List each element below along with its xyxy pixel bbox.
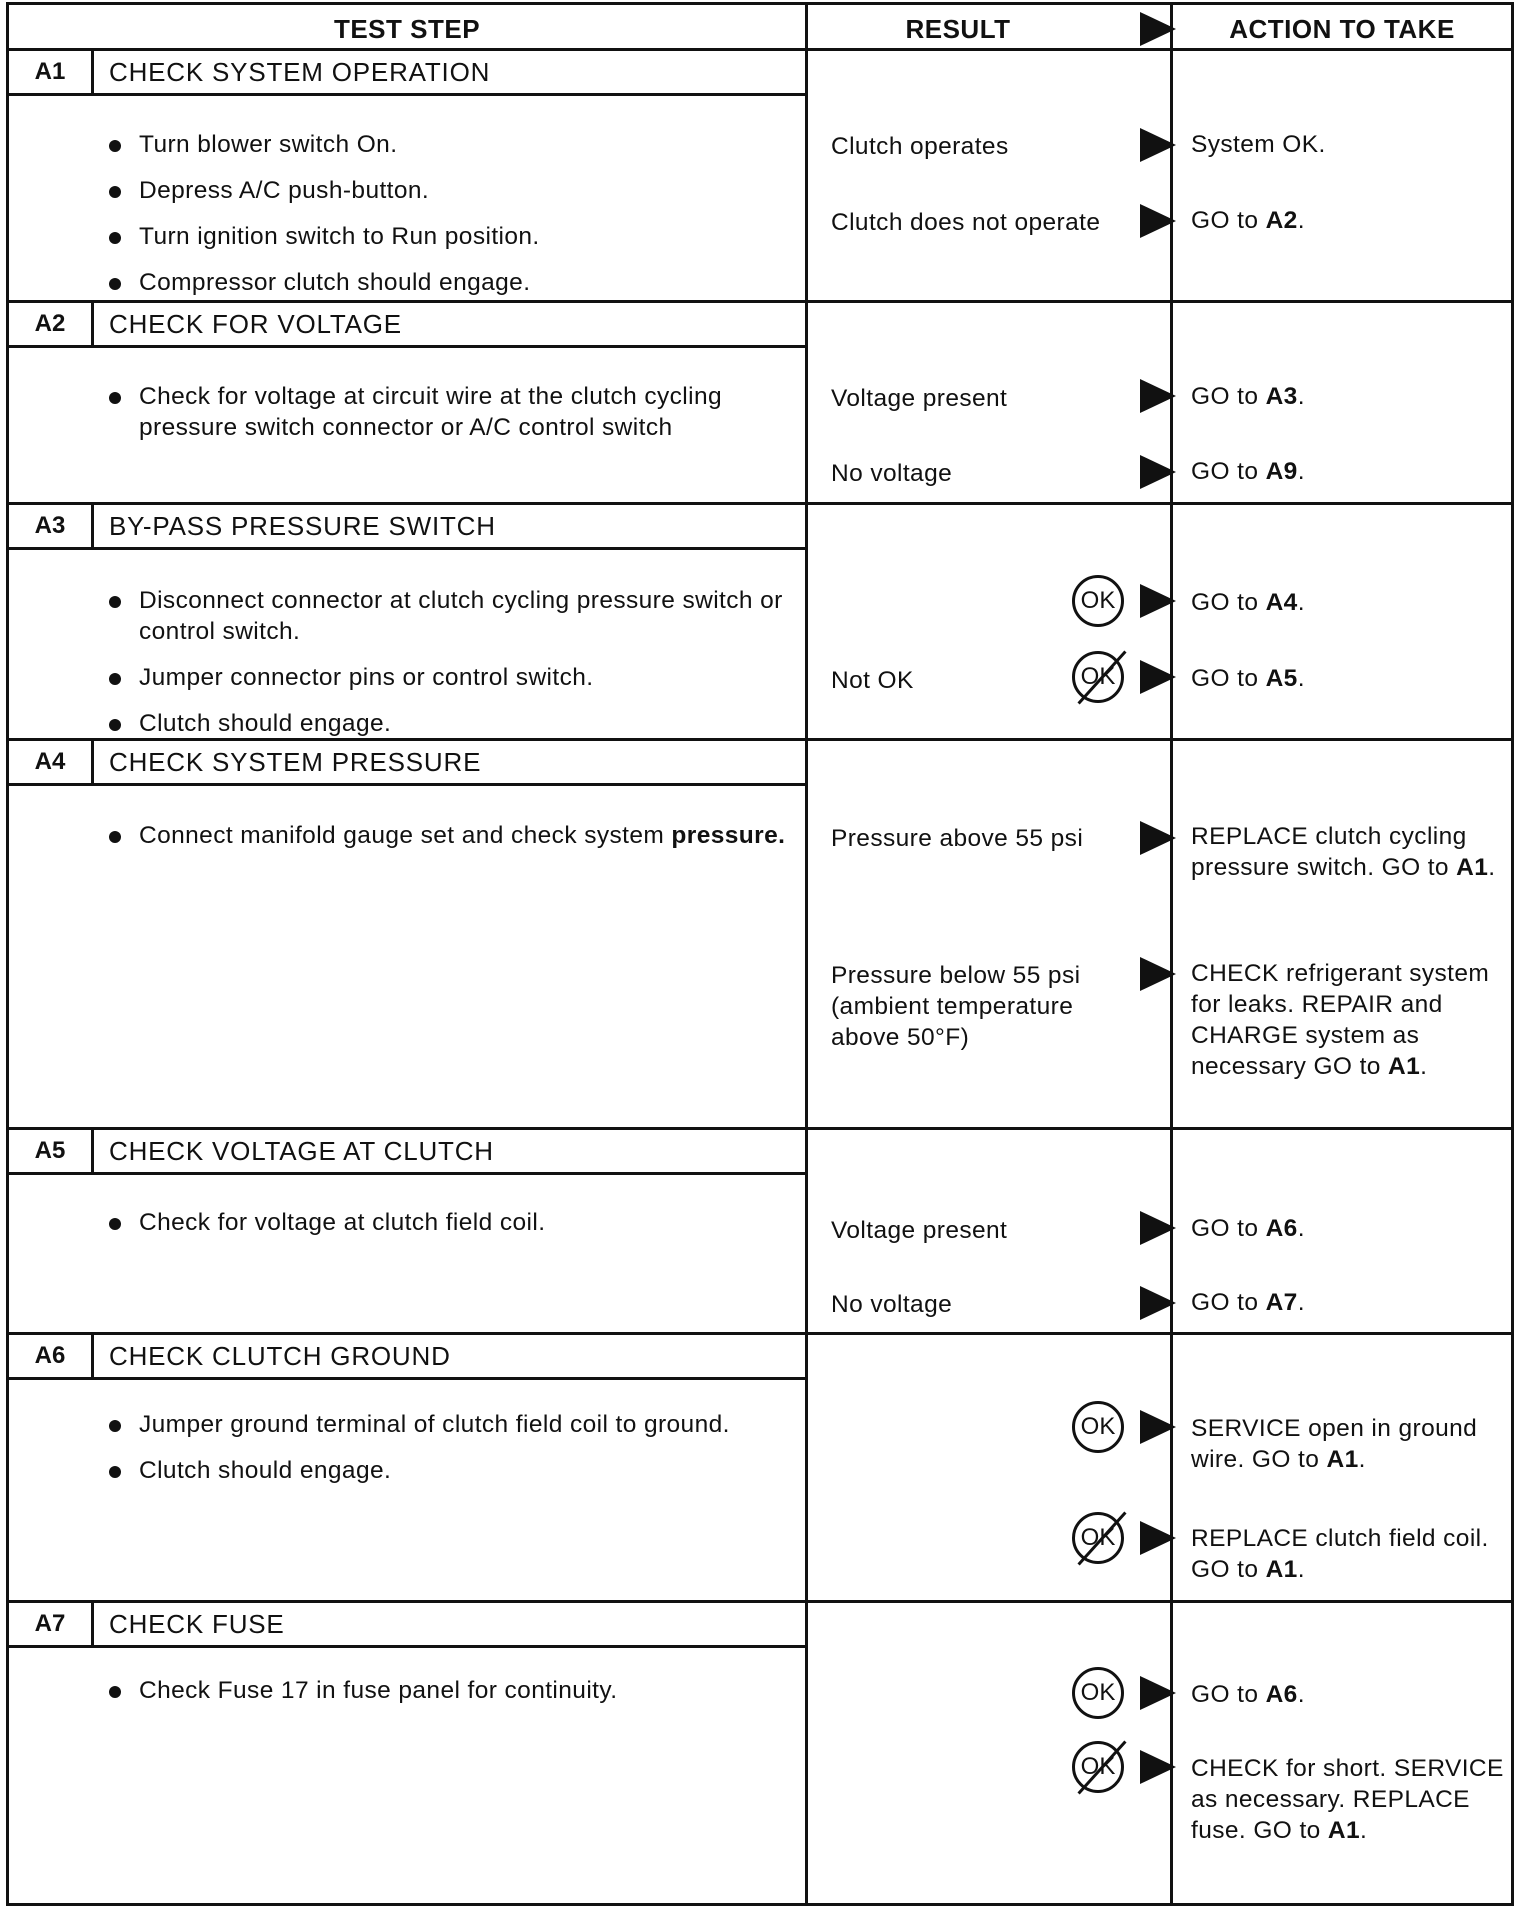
step-title-divider [9,547,805,550]
action-text: GO to A3. [1191,383,1305,410]
instruction-item: Turn ignition switch to Run position. [109,221,799,252]
result-text: Pressure below 55 psi (ambient temperature above 50°F) [831,962,1081,1051]
step-instructions [109,381,799,458]
ok-circle-icon [1072,1401,1124,1453]
goto-step-ref: A5 [1265,665,1298,692]
step-id: A4 [34,748,66,775]
result-text: Not OK [831,667,914,694]
result-arrow-icon [1140,584,1176,618]
step-title: CHECK VOLTAGE AT CLUTCH [109,1135,494,1166]
instruction-item: Check for voltage at clutch field coil. [109,1207,799,1238]
ok-label: OK [1080,1679,1116,1706]
goto-step-ref: A1 [1456,854,1489,881]
instruction-item: Turn blower switch On. [109,129,799,160]
ok-circle-icon [1072,575,1124,627]
goto-step-ref: A1 [1327,1817,1361,1844]
result-arrow-icon [1140,1750,1176,1784]
action-text: GO to A4. [1191,589,1305,616]
action-text: CHECK for short. SERVICE as necessary. REPLACE fuse. GO to A1. [1191,1755,1504,1844]
result-text: Clutch operates [831,133,1009,160]
result-text: Pressure above 55 psi [831,825,1084,852]
step-instructions [109,585,799,754]
action-text: CHECK refrigerant system for leaks. REPAIR and CHARGE system as necessary GO to A1. [1191,960,1490,1080]
step-title-divider [9,1377,805,1380]
action-text: GO to A9. [1191,458,1305,485]
step-id-divider [91,51,94,93]
step-id-divider [91,1130,94,1172]
goto-step-ref: A3 [1265,383,1298,410]
emphasis-text: pressure. [671,822,786,849]
action-text: GO to A6. [1191,1681,1305,1708]
goto-step-ref: A7 [1265,1289,1298,1316]
step-title: CHECK FUSE [109,1608,285,1639]
not-ok-circle-icon [1072,1512,1124,1564]
action-text: GO to A7. [1191,1289,1305,1316]
step-id-divider [91,1335,94,1377]
step-instructions [109,1675,799,1721]
step-id-divider [91,303,94,345]
step-instructions [109,820,799,866]
result-arrow-icon [1140,821,1176,855]
step-id-divider [91,741,94,783]
result-arrow-icon [1140,128,1176,162]
not-ok-circle-icon [1072,651,1124,703]
step-id: A3 [34,512,66,539]
instruction-item: Check for voltage at circuit wire at the clutch cycling pressure switch connector or A/C control switch [109,381,799,443]
step-title: CHECK FOR VOLTAGE [109,308,402,339]
ok-circle-icon [1072,1667,1124,1719]
action-text: REPLACE clutch cycling pressure switch. GO to A1. [1191,823,1496,881]
column-divider [805,5,808,1903]
step-title-divider [9,93,805,96]
result-text: Voltage present [831,385,1008,412]
result-arrow-icon [1140,1676,1176,1710]
result-arrow-icon [1140,204,1176,238]
column-divider [1170,5,1173,1903]
instruction-item: Clutch should engage. [109,708,799,739]
step-id-divider [91,1603,94,1645]
goto-step-ref: A4 [1265,589,1298,616]
step-id: A7 [34,1610,66,1637]
result-text: No voltage [831,460,953,487]
ok-label: OK [1080,663,1116,690]
goto-step-ref: A1 [1388,1053,1421,1080]
step-id: A5 [34,1137,66,1164]
diagnostic-table [6,2,1514,1906]
step-title-divider [9,345,805,348]
result-arrow-icon [1140,660,1176,694]
step-id-divider [91,505,94,547]
step-title: CHECK SYSTEM OPERATION [109,56,491,87]
step-id: A6 [34,1342,66,1369]
action-text: GO to A2. [1191,207,1305,234]
ok-label: OK [1080,1524,1116,1551]
action-header: ACTION TO TAKE [1229,13,1455,44]
instruction-item: Check Fuse 17 in fuse panel for continuity. [109,1675,799,1706]
step-title: CHECK SYSTEM PRESSURE [109,746,482,777]
instruction-item: Jumper connector pins or control switch. [109,662,799,693]
goto-step-ref: A1 [1265,1556,1298,1583]
step-title-divider [9,1645,805,1648]
action-text: GO to A6. [1191,1215,1305,1242]
result-arrow-icon [1140,1211,1176,1245]
test-step-header: TEST STEP [333,13,481,44]
instruction-item: Depress A/C push-button. [109,175,799,206]
result-header: RESULT [905,13,1011,44]
step-title: CHECK CLUTCH GROUND [109,1340,451,1371]
goto-step-ref: A1 [1326,1446,1359,1473]
result-arrow-icon [1140,957,1176,991]
result-text: Clutch does not operate [831,209,1101,236]
result-text: Voltage present [831,1217,1008,1244]
instruction-item: Clutch should engage. [109,1455,799,1486]
instruction-item: Connect manifold gauge set and check system pressure. [109,820,799,851]
step-id: A2 [34,310,66,337]
goto-step-ref: A6 [1265,1215,1298,1242]
instruction-item: Jumper ground terminal of clutch field coil to ground. [109,1409,799,1440]
step-instructions [109,129,799,313]
goto-step-ref: A6 [1265,1681,1298,1708]
goto-step-ref: A9 [1265,458,1298,485]
action-text: SERVICE open in ground wire. GO to A1. [1191,1415,1478,1473]
step-title-divider [9,1172,805,1175]
step-title-divider [9,783,805,786]
action-text: REPLACE clutch field coil. GO to A1. [1191,1525,1489,1583]
ok-label: OK [1080,1753,1116,1780]
step-instructions [109,1409,799,1501]
result-arrow-icon [1140,1521,1176,1555]
step-instructions [109,1207,799,1253]
instruction-item: Compressor clutch should engage. [109,267,799,298]
result-arrow-icon [1140,379,1176,413]
step-id: A1 [34,58,66,85]
instruction-item: Disconnect connector at clutch cycling pressure switch or control switch. [109,585,799,647]
ok-label: OK [1080,587,1116,614]
result-text: No voltage [831,1291,953,1318]
result-arrow-icon [1140,1410,1176,1444]
goto-step-ref: A2 [1265,207,1298,234]
result-arrow-icon [1140,455,1176,489]
action-text: System OK. [1191,131,1326,158]
ok-label: OK [1080,1413,1116,1440]
result-arrow-icon [1140,1286,1176,1320]
action-text: GO to A5. [1191,665,1305,692]
not-ok-circle-icon [1072,1741,1124,1793]
step-title: BY-PASS PRESSURE SWITCH [109,510,496,541]
